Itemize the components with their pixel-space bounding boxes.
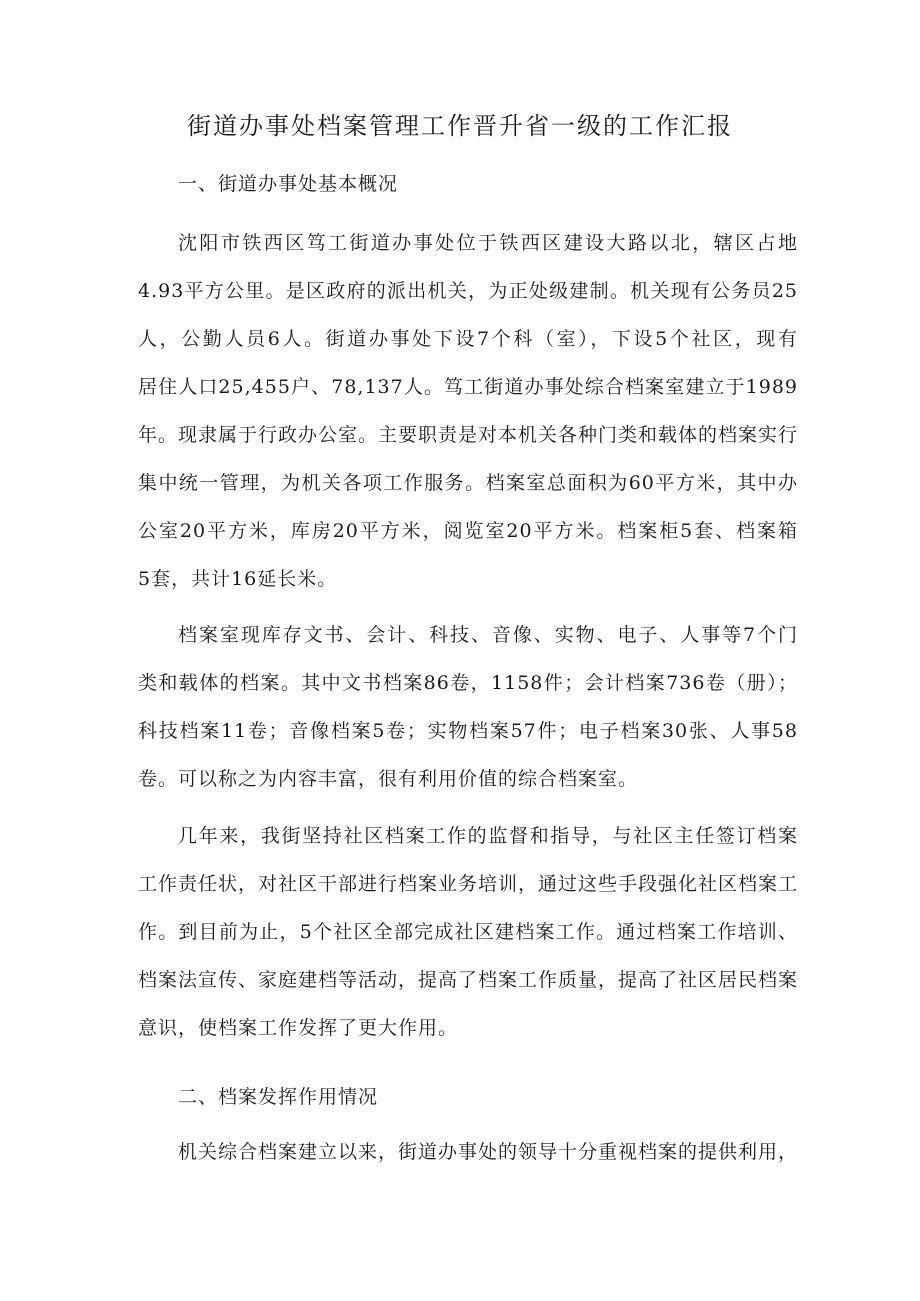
paragraph-line: 档案室现库存文书、会计、科技、音像、实物、电子、人事等7个门 xyxy=(178,624,798,646)
paragraph-line: 集中统一管理，为机关各项工作服务。档案室总面积为60平方米，其中办 xyxy=(138,472,798,494)
paragraph-line: 卷。可以称之为内容丰富，很有利用价值的综合档案室。 xyxy=(138,768,639,790)
paragraph-line: 机关综合档案建立以来，街道办事处的领导十分重视档案的提供利用， xyxy=(178,1141,799,1163)
paragraph-2 xyxy=(138,611,798,803)
paragraph-line: 科技档案11卷；音像档案5卷；实物档案57件；电子档案30张、人事58 xyxy=(138,720,798,742)
paragraph-line: 人，公勤人员6人。街道办事处下设7个科（室），下设5个社区，现有 xyxy=(138,328,798,350)
paragraph-line: 居住人口25,455户、78,137人。笃工街道办事处综合档案室建立于1989 xyxy=(138,376,798,398)
paragraph-line: 几年来，我街坚持社区档案工作的监督和指导，与社区主任签订档案 xyxy=(178,825,798,847)
paragraph-1 xyxy=(138,219,798,603)
paragraph-line: 公室20平方米，库房20平方米，阅览室20平方米。档案柜5套、档案箱 xyxy=(138,520,798,542)
paragraph-line: 意识，使档案工作发挥了更大作用。 xyxy=(138,1017,459,1039)
paragraph-line: 5套，共计16延长米。 xyxy=(138,568,338,590)
section-heading-2: 二、档案发挥作用情况 xyxy=(178,1086,379,1108)
document-title: 街道办事处档案管理工作晋升省一级的工作汇报 xyxy=(187,112,733,140)
paragraph-3 xyxy=(138,812,798,1052)
paragraph-line: 类和载体的档案。其中文书档案86卷，1158件；会计档案736卷（册）； xyxy=(138,672,798,694)
paragraph-line: 4.93平方公里。是区政府的派出机关，为正处级建制。机关现有公务员25 xyxy=(138,280,798,302)
section-heading-1: 一、街道办事处基本概况 xyxy=(178,173,399,195)
paragraph-line: 工作责任状，对社区干部进行档案业务培训，通过这些手段强化社区档案工 xyxy=(138,873,799,895)
paragraph-line: 作。到目前为止，5个社区全部完成社区建档案工作。通过档案工作培训、 xyxy=(138,921,798,943)
paragraph-line: 沈阳市铁西区笃工街道办事处位于铁西区建设大路以北，辖区占地 xyxy=(178,232,798,254)
paragraph-4 xyxy=(138,1128,798,1176)
paragraph-line: 档案法宣传、家庭建档等活动，提高了档案工作质量，提高了社区居民档案 xyxy=(138,969,799,991)
paragraph-line: 年。现隶属于行政办公室。主要职责是对本机关各种门类和载体的档案实行 xyxy=(138,424,799,446)
